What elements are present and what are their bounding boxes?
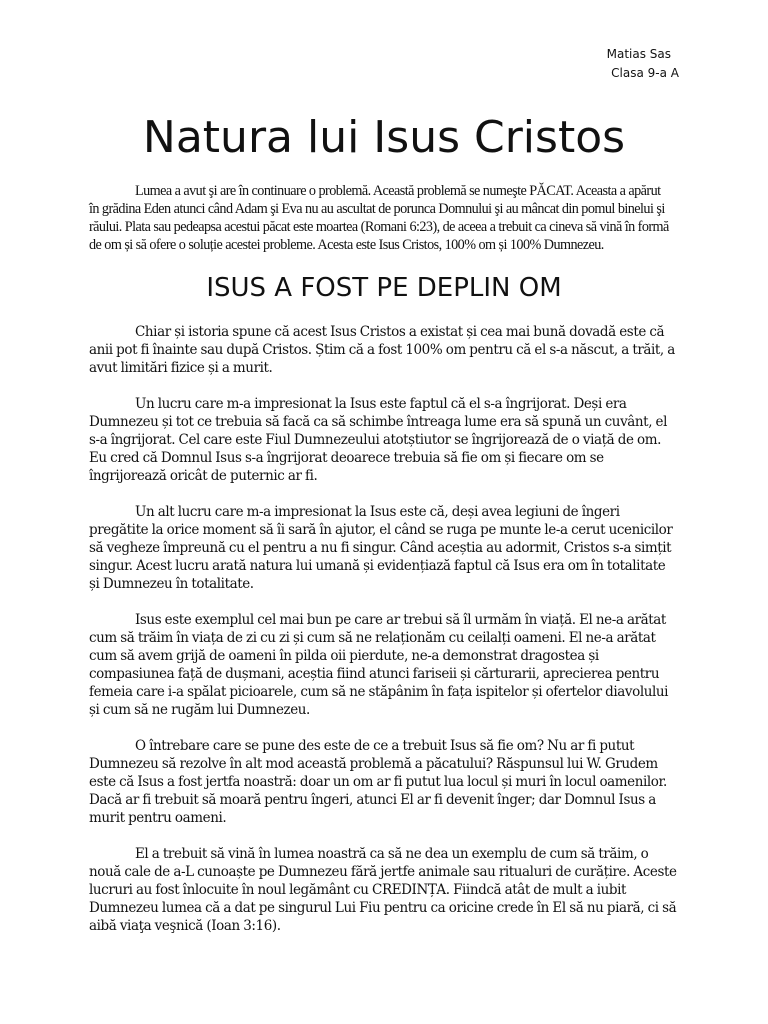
paragraph: El a trebuit să vină în lumea noastră ca să ne dea un exemplu de cum să trăim, o nouă cale de a-L cunoaște pe Dumnezeu fără jertfe animale sau ritualuri de curățire. Aceste lucruri au fost înlocuite în noul legământ cu CREDINȚA. Fiindcă atât de mult a iubit Dumnezeu lumea că a dat pe singurul Lui Fiu pentru ca oricine crede în El să nu piară, ci să aibă viaţa veşnică (Ioan 3:16).	[89, 846, 677, 934]
author-block	[607, 45, 679, 83]
document-title: Natura lui Isus Cristos	[142, 112, 626, 163]
body-text	[89, 323, 679, 953]
section-heading: ISUS A FOST PE DEPLIN OM	[206, 273, 562, 303]
author-name: Matias Sas	[606, 47, 671, 61]
paragraph: Chiar și istoria spune că acest Isus Cristos a existat și cea mai bună dovadă este că anii pot fi înainte sau după Cristos. Știm că a fost 100% om pentru că el s-a născut, a trăit, a avut limitări fizice și a murit.	[89, 324, 675, 376]
author-class: Clasa 9-a A	[611, 66, 679, 80]
paragraph: Isus este exemplul cel mai bun pe care ar trebui să îl urmăm în viață. El ne-a arătat cum să trăim în viața de zi cu zi și cum să ne relaționăm cu ceilalți oameni. El ne-a arătat cum să avem grijă de oameni în pilda oii pierdute, ne-a demonstrat dragostea și compasiunea față de dușmani, aceștia fiind atunci fariseii și cărturarii, aprecierea pentru femeia care i-a spălat picioarele, cum să ne stăpânim în fața ispitelor și ofertelor diavolului și cum să ne rugăm lui Dumnezeu.	[89, 612, 669, 718]
paragraph: O întrebare care se pune des este de ce a trebuit Isus să fie om? Nu ar fi putut Dumnezeu să rezolve în alt mod această problemă a păcatului? Răspunsul lui W. Grudem este că Isus a fost jertfa noastră: doar un om ar fi putut lua locul și muri în locul oamenilor. Dacă ar fi trebuit să moară pentru îngeri, atunci El ar fi devenit înger; dar Domnul Isus a murit pentru oameni.	[89, 738, 667, 826]
intro-paragraph: Lumea a avut şi are în continuare o problemă. Această problemă se numeşte PĂCAT. Aceasta a apărut în grădina Eden atunci când Adam şi Eva nu au ascultat de porunca Domnului şi au mâncat din pomul binelui şi răului. Plata sau pedeapsa acestui păcat este moartea (Romani 6:23), de aceea a trebuit ca cineva să vină în formă de om și să ofere o soluție acestei probleme. Acesta este Isus Cristos, 100% om și 100% Dumnezeu.	[89, 183, 669, 253]
paragraph: Un alt lucru care m-a impresionat la Isus este că, deși avea legiuni de îngeri pregătite la orice moment să îi sară în ajutor, el când se ruga pe munte le-a cerut ucenicilor să vegheze împreună cu el pentru a nu fi singur. Când aceștia au adormit, Cristos s-a simțit singur. Acest lucru arată natura lui umană și evidențiază faptul că Isus era om în totalitate și Dumnezeu în totalitate.	[89, 504, 673, 592]
paragraph: Un lucru care m-a impresionat la Isus este faptul că el s-a îngrijorat. Deși era Dumnezeu și tot ce trebuia să facă ca să schimbe întreaga lume era să spună un cuvânt, el s-a îngrijorat. Cel care este Fiul Dumnezeului atotștiutor se îngrijorează de o viață de om. Eu cred că Domnul Isus s-a îngrijorat deoarece trebuia să fie om și fiecare om se îngrijorează oricât de puternic ar fi.	[89, 396, 668, 484]
